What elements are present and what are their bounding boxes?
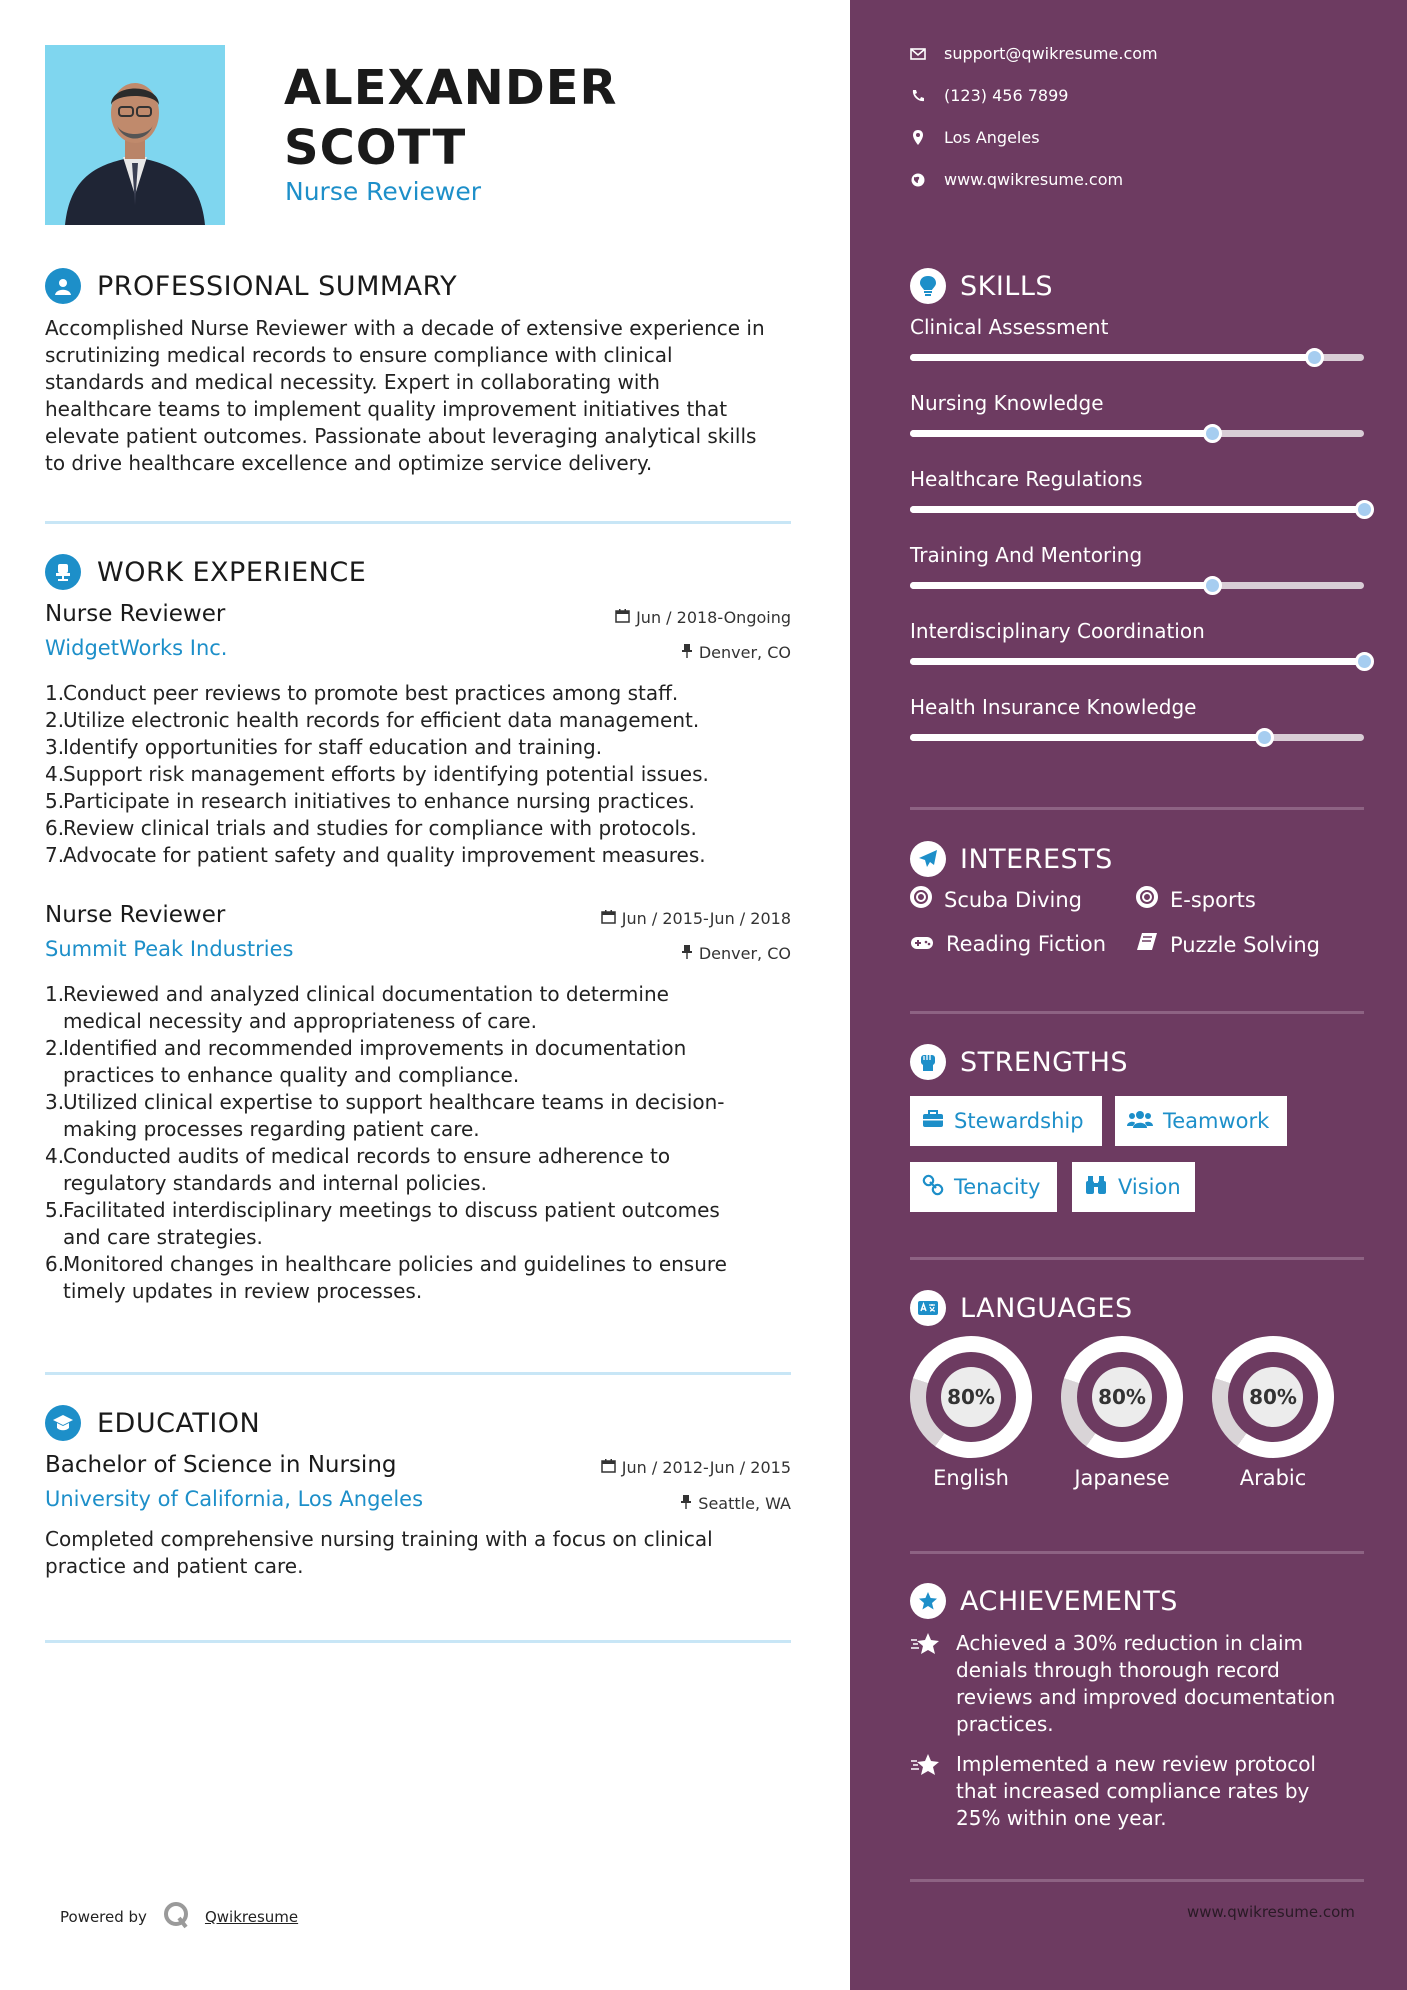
achievement-line: 25% within one year.: [956, 1806, 1167, 1830]
item-line: regulatory standards and internal policies.: [63, 1171, 488, 1195]
list-item: [45, 788, 805, 815]
contact-email[interactable]: [910, 44, 1158, 63]
interest-item: [910, 932, 1106, 956]
language-percent: 80%: [1243, 1367, 1303, 1427]
item-text: Identify opportunities for staff education and training.: [63, 735, 603, 759]
summary-heading: [45, 268, 457, 304]
book-icon: [1136, 932, 1158, 957]
link-icon: [922, 1174, 944, 1201]
strength-label: Teamwork: [1163, 1109, 1270, 1133]
language-item: [1212, 1336, 1334, 1490]
skill-level-knob: [1305, 348, 1324, 367]
item-line: Reviewed and analyzed clinical documentation to determine: [63, 982, 669, 1006]
item-number: 5.: [45, 789, 65, 813]
skill-item: [910, 467, 1364, 491]
education-location-text: Seattle, WA: [698, 1494, 791, 1513]
school: University of California, Los Angeles: [45, 1487, 424, 1511]
summary-line: scrutinizing medical records to ensure compliance with clinical: [45, 343, 673, 367]
strengths-heading: [910, 1044, 1128, 1080]
item-line: and care strategies.: [63, 1225, 263, 1249]
pin-icon: [681, 643, 693, 662]
language-name: English: [933, 1466, 1009, 1490]
list-item: [45, 761, 805, 788]
skill-level-knob: [1255, 728, 1274, 747]
achievement-line: practices.: [956, 1712, 1054, 1736]
star-badge-icon: [910, 1583, 946, 1619]
education-date: [601, 1458, 791, 1477]
job-location-text: Denver, CO: [698, 944, 791, 963]
skill-bar-fill: [910, 430, 1212, 437]
list-item: [45, 1035, 805, 1089]
summary-title: PROFESSIONAL SUMMARY: [97, 270, 458, 302]
skill-item: [910, 695, 1364, 719]
achievement-text: [956, 1751, 1316, 1832]
achievements-heading: [910, 1583, 1178, 1619]
job-company: WidgetWorks Inc.: [45, 636, 228, 660]
item-line: Monitored changes in healthcare policies and guidelines to ensure: [63, 1252, 727, 1276]
list-item: [45, 707, 805, 734]
item-text: [63, 1143, 670, 1197]
job-date-text: Jun / 2015-Jun / 2018: [621, 909, 791, 928]
item-number: 6.: [45, 1252, 65, 1276]
powered-by-label: Powered by: [60, 1908, 147, 1926]
skill-item: [910, 619, 1364, 643]
qwikresume-logo-icon: [161, 1900, 191, 1934]
item-text: [63, 981, 669, 1035]
qwikresume-link[interactable]: Qwikresume: [204, 1908, 299, 1926]
skill-name: Training And Mentoring: [910, 543, 1143, 567]
life-ring-icon: [1136, 886, 1158, 913]
skill-level-knob: [1203, 424, 1222, 443]
globe-icon: [910, 173, 926, 187]
job-company: Summit Peak Industries: [45, 937, 294, 961]
ring-inner: [926, 1352, 1016, 1442]
chair-icon: [45, 554, 81, 590]
interest-item: [910, 886, 1082, 913]
paper-plane-icon: [910, 841, 946, 877]
phone-icon: [910, 89, 926, 103]
job-role: Nurse Reviewer: [45, 601, 226, 627]
strength-label: Vision: [1118, 1175, 1181, 1199]
calendar-icon: [601, 909, 616, 928]
item-line: Identified and recommended improvements in documentation: [63, 1036, 687, 1060]
skill-bar: [910, 658, 1364, 665]
item-text: Support risk management efforts by identifying potential issues.: [63, 762, 709, 786]
item-text: [63, 1089, 725, 1143]
job-entry: [45, 601, 791, 660]
user-icon: [45, 268, 81, 304]
item-number: 3.: [45, 735, 65, 759]
list-item: [45, 1089, 805, 1143]
life-ring-icon: [910, 886, 932, 913]
skill-bar: [910, 506, 1364, 513]
language-progress-ring: [1196, 1320, 1350, 1474]
skill-item: [910, 315, 1364, 339]
job-date-text: Jun / 2018-Ongoing: [636, 608, 791, 627]
interest-label: Reading Fiction: [946, 932, 1107, 956]
achievement-line: Implemented a new review protocol: [956, 1752, 1316, 1776]
job-location: [681, 643, 791, 662]
achievement-item: [910, 1630, 1370, 1738]
section-divider: [910, 1551, 1364, 1554]
skill-bar: [910, 734, 1364, 741]
skill-name: Clinical Assessment: [910, 315, 1109, 339]
contact-location: [910, 128, 1040, 147]
item-number: 4.: [45, 1144, 65, 1168]
section-divider: [910, 1011, 1364, 1014]
job-role: Nurse Reviewer: [45, 902, 226, 928]
item-number: 7.: [45, 843, 65, 867]
summary-line: healthcare teams to implement quality improvement initiatives that: [45, 397, 728, 421]
achievement-item: [910, 1751, 1370, 1832]
interest-label: E-sports: [1170, 887, 1256, 912]
skills-heading: [910, 268, 1053, 304]
item-line: practices to enhance quality and compliance.: [63, 1063, 520, 1087]
education-heading: [45, 1405, 260, 1441]
item-number: 2.: [45, 708, 65, 732]
strength-tag: [910, 1162, 1057, 1212]
calendar-icon: [601, 1458, 616, 1477]
achievement-line: denials through thorough record: [956, 1658, 1280, 1682]
item-text: Conduct peer reviews to promote best practices among staff.: [63, 681, 679, 705]
email-text: support@qwikresume.com: [944, 44, 1158, 63]
briefcase-icon: [922, 1109, 944, 1133]
list-item: [45, 981, 805, 1035]
job-location-text: Denver, CO: [698, 643, 791, 662]
strengths-title: STRENGTHS: [960, 1046, 1129, 1078]
education-line: Completed comprehensive nursing training with a focus on clinical: [45, 1527, 713, 1551]
powered-by: [60, 1900, 298, 1934]
ring-inner: [1228, 1352, 1318, 1442]
list-item: [45, 815, 805, 842]
language-progress-ring: [1045, 1320, 1199, 1474]
skill-item: [910, 543, 1364, 567]
skill-level-knob: [1355, 500, 1374, 519]
section-divider: [45, 521, 791, 524]
lightbulb-icon: [910, 268, 946, 304]
list-item: [45, 1251, 805, 1305]
skill-bar-fill: [910, 354, 1314, 361]
section-divider: [910, 1879, 1364, 1882]
strength-tag: [1115, 1096, 1287, 1146]
item-line: timely updates in review processes.: [63, 1279, 423, 1303]
achievement-line: that increased compliance rates by: [956, 1779, 1310, 1803]
candidate-name: [284, 58, 617, 178]
item-text: [63, 1251, 727, 1305]
education-description: [45, 1526, 805, 1580]
list-item: [45, 1143, 805, 1197]
item-number: 1.: [45, 982, 65, 1006]
graduation-cap-icon: [45, 1405, 81, 1441]
language-name: Japanese: [1074, 1466, 1170, 1490]
education-entry: [45, 1452, 791, 1511]
skill-item: [910, 391, 1364, 415]
item-number: 6.: [45, 816, 65, 840]
calendar-icon: [615, 608, 630, 627]
language-progress-ring: [894, 1320, 1048, 1474]
footer-website[interactable]: www.qwikresume.com: [1187, 1903, 1355, 1921]
strength-label: Tenacity: [954, 1175, 1041, 1199]
language-icon: [910, 1290, 946, 1326]
skill-name: Health Insurance Knowledge: [910, 695, 1197, 719]
star-icon: [910, 1751, 942, 1832]
item-text: Advocate for patient safety and quality improvement measures.: [63, 843, 706, 867]
skill-name: Healthcare Regulations: [910, 467, 1143, 491]
skill-bar-fill: [910, 506, 1364, 513]
skill-bar-fill: [910, 658, 1364, 665]
language-item: [1061, 1336, 1183, 1490]
item-number: 3.: [45, 1090, 65, 1114]
interest-item: [1136, 886, 1256, 913]
skill-name: Nursing Knowledge: [910, 391, 1104, 415]
section-divider: [45, 1372, 791, 1375]
item-text: Participate in research initiatives to enhance nursing practices.: [63, 789, 695, 813]
skill-level-knob: [1355, 652, 1374, 671]
skill-level-knob: [1203, 576, 1222, 595]
item-text: Utilize electronic health records for efficient data management.: [63, 708, 700, 732]
binoculars-icon: [1084, 1175, 1108, 1200]
item-line: Facilitated interdisciplinary meetings to discuss patient outcomes: [63, 1198, 720, 1222]
section-divider: [45, 1640, 791, 1643]
skill-name: Interdisciplinary Coordination: [910, 619, 1205, 643]
education-line: practice and patient care.: [45, 1554, 304, 1578]
job-date: [601, 909, 791, 928]
achievement-line: reviews and improved documentation: [956, 1685, 1336, 1709]
education-title: EDUCATION: [97, 1407, 261, 1439]
summary-line: elevate patient outcomes. Passionate about leveraging analytical skills: [45, 424, 757, 448]
job-duties: [45, 981, 805, 1305]
interest-label: Puzzle Solving: [1170, 932, 1320, 957]
section-divider: [910, 807, 1364, 810]
degree: Bachelor of Science in Nursing: [45, 1452, 397, 1478]
work-heading: [45, 554, 366, 590]
contact-phone[interactable]: [910, 86, 1068, 105]
item-text: Review clinical trials and studies for compliance with protocols.: [63, 816, 697, 840]
strength-tag: [910, 1096, 1102, 1146]
item-number: 5.: [45, 1198, 65, 1222]
language-name: Arabic: [1239, 1466, 1307, 1490]
interests-heading: [910, 841, 1113, 877]
name-line-2: SCOTT: [284, 120, 467, 176]
skill-bar-fill: [910, 734, 1264, 741]
languages-heading: [910, 1290, 1133, 1326]
item-number: 2.: [45, 1036, 65, 1060]
language-percent: 80%: [941, 1367, 1001, 1427]
summary-line: standards and medical necessity. Expert in collaborating with: [45, 370, 660, 394]
gamepad-icon: [910, 932, 934, 956]
interest-label: Scuba Diving: [944, 887, 1082, 912]
achievements-title: ACHIEVEMENTS: [960, 1585, 1178, 1617]
section-divider: [910, 1257, 1364, 1260]
item-line: Conducted audits of medical records to ensure adherence to: [63, 1144, 671, 1168]
item-number: 1.: [45, 681, 65, 705]
skills-title: SKILLS: [960, 270, 1054, 302]
phone-text: (123) 456 7899: [944, 86, 1069, 105]
summary-text: [45, 315, 805, 477]
education-date-text: Jun / 2012-Jun / 2015: [621, 1458, 791, 1477]
name-line-1: ALEXANDER: [284, 60, 618, 116]
envelope-icon: [910, 48, 926, 60]
education-location: [680, 1494, 791, 1513]
job-title: Nurse Reviewer: [285, 177, 482, 206]
summary-line: to drive healthcare excellence and optimize service delivery.: [45, 451, 653, 475]
strength-tag: [1072, 1162, 1195, 1212]
interests-title: INTERESTS: [960, 843, 1113, 875]
skill-bar-fill: [910, 582, 1212, 589]
list-item: [45, 734, 805, 761]
job-location: [681, 944, 791, 963]
location-text: Los Angeles: [944, 128, 1040, 147]
skill-bar: [910, 582, 1364, 589]
languages-title: LANGUAGES: [960, 1292, 1133, 1324]
pin-icon: [681, 944, 693, 963]
job-date: [615, 608, 791, 627]
ring-inner: [1077, 1352, 1167, 1442]
language-item: [910, 1336, 1032, 1490]
summary-line: Accomplished Nurse Reviewer with a decade of extensive experience in: [45, 316, 765, 340]
map-marker-icon: [910, 130, 926, 145]
fist-icon: [910, 1044, 946, 1080]
contact-website[interactable]: [910, 170, 1123, 189]
interest-item: [1136, 932, 1320, 957]
list-item: [45, 842, 805, 869]
list-item: [45, 1197, 805, 1251]
job-entry: [45, 902, 791, 961]
item-number: 4.: [45, 762, 65, 786]
star-icon: [910, 1630, 942, 1738]
item-line: medical necessity and appropriateness of care.: [63, 1009, 537, 1033]
pin-icon: [680, 1494, 692, 1513]
skill-bar: [910, 430, 1364, 437]
item-line: making processes regarding patient care.: [63, 1117, 480, 1141]
profile-photo: [45, 45, 225, 225]
users-icon: [1127, 1109, 1153, 1134]
job-duties: [45, 680, 805, 869]
item-text: [63, 1035, 686, 1089]
item-line: Utilized clinical expertise to support healthcare teams in decision-: [63, 1090, 725, 1114]
work-title: WORK EXPERIENCE: [97, 556, 367, 588]
achievement-text: [956, 1630, 1335, 1738]
strength-label: Stewardship: [954, 1109, 1084, 1133]
skill-bar: [910, 354, 1364, 361]
website-text: www.qwikresume.com: [944, 170, 1124, 189]
list-item: [45, 680, 805, 707]
achievement-line: Achieved a 30% reduction in claim: [956, 1631, 1304, 1655]
item-text: [63, 1197, 720, 1251]
language-percent: 80%: [1092, 1367, 1152, 1427]
